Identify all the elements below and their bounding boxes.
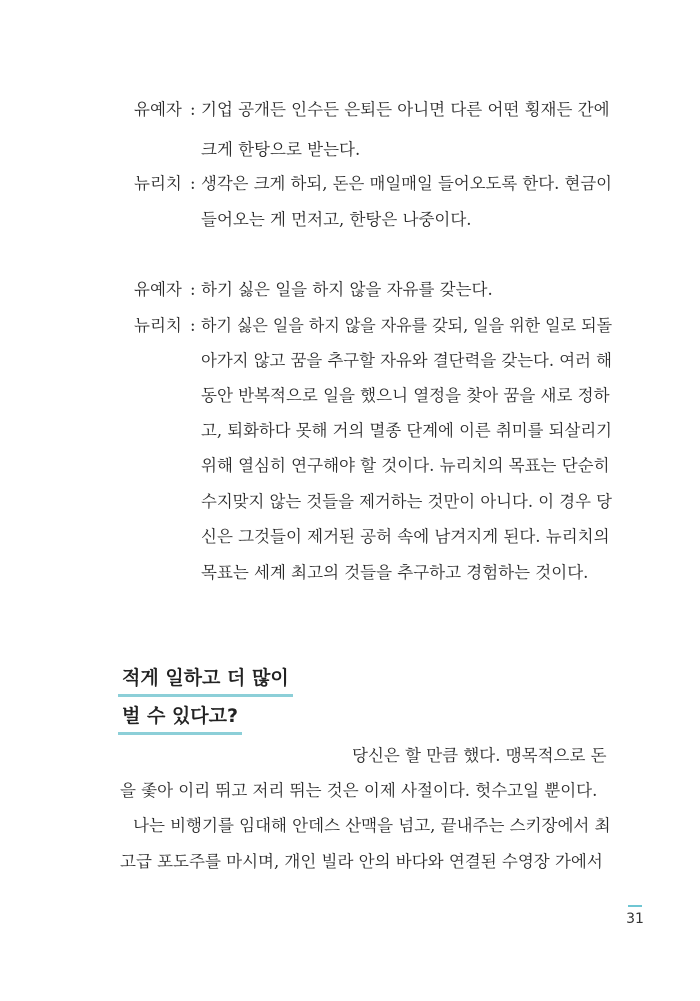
- dialogue-text: 신은 그것들이 제거된 공허 속에 남겨지게 된다. 뉴리치의: [201, 527, 610, 546]
- dialogue-text: 생각은 크게 하되, 돈은 매일매일 들어오도록 한다. 현금이: [201, 174, 612, 193]
- dialogue-text: 하기 싫은 일을 하지 않을 자유를 갖되, 일을 위한 일로 되돌: [201, 316, 613, 335]
- dialogue-line: [0, 306, 700, 346]
- dialogue-line: [0, 90, 700, 130]
- dialogue-line: [0, 164, 700, 204]
- page-number-rule: [628, 905, 642, 907]
- dialogue-text: 기업 공개든 인수든 은퇴든 아니면 다른 어떤 횡재든 간에: [201, 100, 610, 119]
- dialogue-line: [0, 553, 700, 593]
- page-number: 31: [626, 911, 644, 927]
- section-heading-line-2: 벌 수 있다고?: [118, 700, 242, 735]
- colon-separator: :: [190, 316, 196, 335]
- dialogue-text: 동안 반복적으로 일을 했으니 열정을 찾아 꿈을 새로 정하: [201, 386, 610, 405]
- speaker-label: 뉴리치: [134, 174, 182, 193]
- speaker-label: 유예자: [134, 280, 182, 299]
- dialogue-line: [0, 376, 700, 416]
- dialogue-text: 수지맞지 않는 것들을 제거하는 것만이 아니다. 이 경우 당: [201, 492, 612, 511]
- colon-separator: :: [190, 100, 196, 119]
- colon-separator: :: [190, 280, 196, 299]
- dialogue-line: [0, 482, 700, 522]
- dialogue-line: [0, 517, 700, 557]
- section-heading-line-1: 적게 일하고 더 많이: [118, 662, 293, 697]
- dialogue-text: 위해 열심히 연구해야 할 것이다. 뉴리치의 목표는 단순히: [201, 456, 610, 475]
- dialogue-line: [0, 270, 700, 310]
- colon-separator: :: [190, 174, 196, 193]
- body-text-line: 나는 비행기를 임대해 안데스 산맥을 넘고, 끝내주는 스키장에서 최: [133, 816, 611, 835]
- dialogue-text: 고, 퇴화하다 못해 거의 멸종 단계에 이른 취미를 되살리기: [201, 421, 612, 440]
- speaker-label: 유예자: [134, 100, 182, 119]
- dialogue-text: 아가지 않고 꿈을 추구할 자유와 결단력을 갖는다. 여러 해: [201, 351, 612, 370]
- speaker-label: 뉴리치: [134, 316, 182, 335]
- dialogue-text: 하기 싫은 일을 하지 않을 자유를 갖는다.: [201, 280, 493, 299]
- body-text-line: 을 좇아 이리 뛰고 저리 뛰는 것은 이제 사절이다. 헛수고일 뿐이다.: [120, 781, 598, 800]
- dialogue-line: [0, 411, 700, 451]
- dialogue-line: [0, 446, 700, 486]
- body-text-line: 당신은 할 만큼 했다. 맹목적으로 돈: [352, 746, 607, 765]
- dialogue-text: 크게 한탕으로 받는다.: [201, 140, 361, 159]
- dialogue-line: [0, 341, 700, 381]
- body-text-line: 고급 포도주를 마시며, 개인 빌라 안의 바다와 연결된 수영장 가에서: [120, 852, 603, 871]
- dialogue-text: 들어오는 게 먼저고, 한탕은 나중이다.: [201, 210, 472, 229]
- dialogue-text: 목표는 세계 최고의 것들을 추구하고 경험하는 것이다.: [201, 563, 589, 582]
- dialogue-line: [0, 200, 700, 240]
